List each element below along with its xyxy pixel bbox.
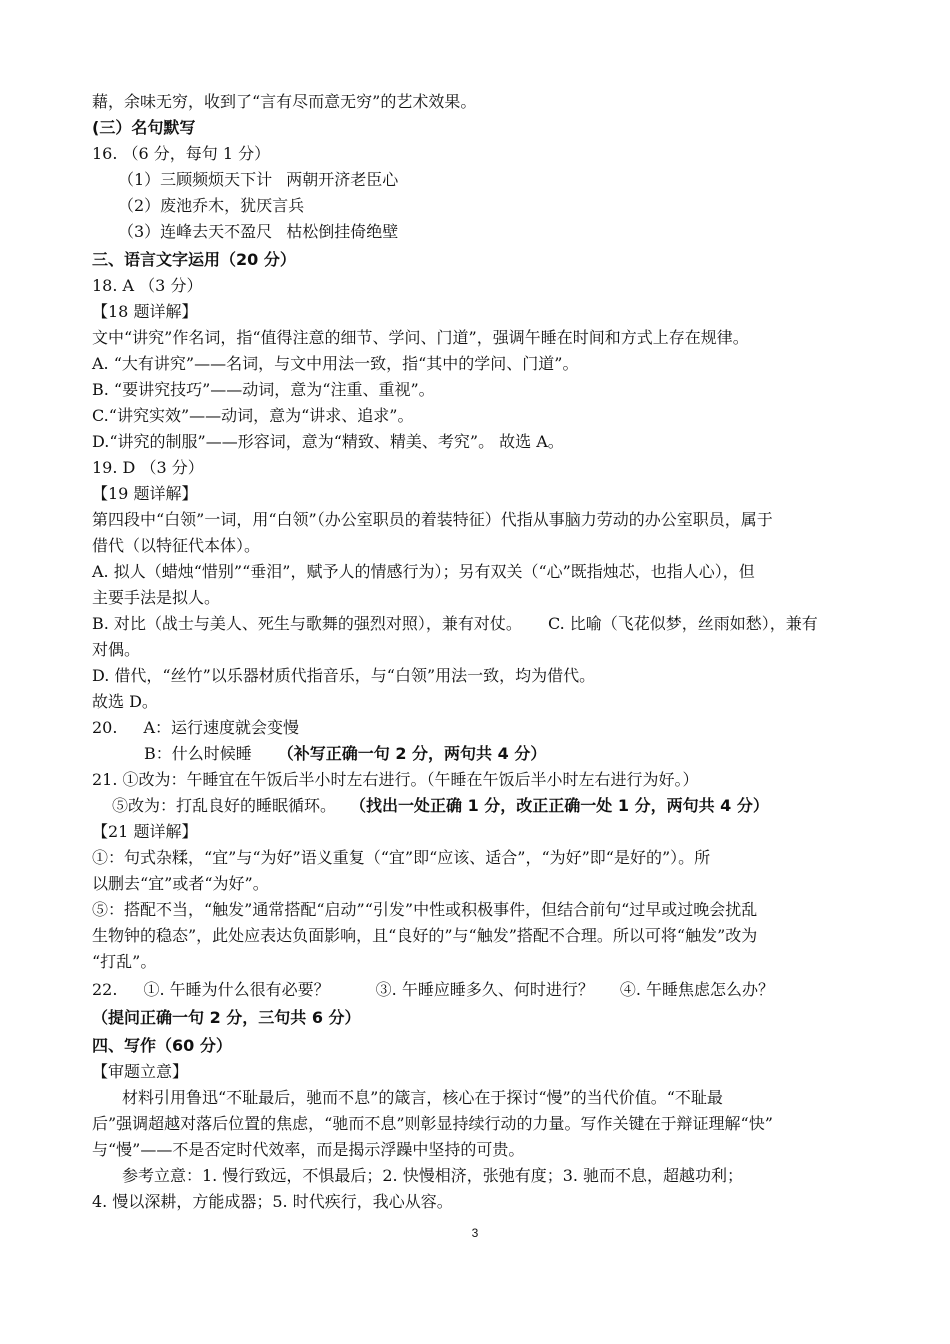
scoring-note: （提问正确一句 2 分，三句共 6 分） [92,1008,361,1027]
question-answer: 21. ①改为：午睡宜在午饭后半小时左右进行。（午睡在午饭后半小时左右进行为好。） [92,770,699,789]
text-line: B. “要讲究技巧”——动词，意为“注重、重视”。 [92,380,435,399]
text-line: 材料引用鲁迅“不耻最后，驰而不息”的箴言，核心在于探讨“慢”的当代价值。“不耻最 [122,1088,723,1107]
text-part: C. 比喻（飞花似梦，丝雨如愁），兼有 [547,614,818,633]
text-line: D.“讲究的制服”——形容词，意为“精致、精美、考究”。 故选 A。 [92,432,564,451]
answer-part: B：什么时候睡 [144,744,252,763]
explanation-heading: 【19 题详解】 [92,484,198,503]
answer-line [118,170,870,190]
answer-line: （2）废池乔木，犹厌言兵 [118,196,305,215]
text-part: B. 对比（战士与美人、死生与歌舞的强烈对照），兼有对仗。 [92,614,522,633]
text-line: 4. 慢以深耕，方能成器；5. 时代疾行，我心从容。 [92,1192,453,1211]
text-line: 生物钟的稳态”，此处应表达负面影响，且“良好的”与“触发”搭配不合理。所以可将“触发”改为 [92,926,758,945]
answer-part: 两朝开济老臣心 [286,170,399,189]
question-answer [92,718,870,738]
section-heading: 三、语言文字运用（20 分） [92,250,296,269]
answer-line [144,744,870,764]
question-answer: 18. A （3 分） [92,276,203,295]
question-header: 16. （6 分，每句 1 分） [92,144,271,163]
text-line: ⑤：搭配不当，“触发”通常搭配“启动”“引发”中性或积极事件，但结合前句“过早或过晚会扰乱 [92,900,758,919]
text-line: A. 拟人（蜡烛“惜别”“垂泪”，赋予人的情感行为）；另有双关（“心”既指烛芯，也指人心），但 [92,562,755,581]
text-line: 主要手法是拟人。 [92,588,221,607]
answer-line [112,796,870,816]
text-line: 参考立意：1. 慢行致远，不惧最后；2. 快慢相济，张弛有度；3. 驰而不息，超越功利； [122,1166,744,1185]
section-heading: (三）名句默写 [92,118,196,137]
question-number: 22. [92,980,118,999]
text-line: 对偶。 [92,640,141,659]
explanation-heading: 【21 题详解】 [92,822,198,841]
text-line: 与“慢”——不是否定时代效率，而是揭示浮躁中坚持的可贵。 [92,1140,525,1159]
answer-line [118,222,870,242]
explanation-heading: 【审题立意】 [92,1062,189,1081]
section-heading: 四、写作（60 分） [92,1036,232,1055]
question-number: 20. [92,718,118,737]
page-number: 3 [471,1226,479,1240]
scoring-note: （补写正确一句 2 分，两句共 4 分） [277,744,547,763]
text-line: C.“讲究实效”——动词，意为“讲求、追求”。 [92,406,414,425]
answer-part: A：运行速度就会变慢 [143,718,300,737]
text-line: 第四段中“白领”一词，用“白领”（办公室职员的着装特征）代指从事脑力劳动的办公室职员，属于 [92,510,773,529]
text-line: 以删去“宜”或者“为好”。 [92,874,269,893]
text-line: “打乱”。 [92,952,157,971]
text-line: 藉，余味无穷，收到了“言有尽而意无穷”的艺术效果。 [92,92,477,111]
text-line: 后”强调超越对落后位置的焦虑，“驰而不息”则彰显持续行动的力量。写作关键在于辩证理解“快” [92,1114,773,1133]
text-line: 借代（以特征代本体）。 [92,536,261,555]
text-line: 文中“讲究”作名词，指“值得注意的细节、学问、门道”，强调午睡在时间和方式上存在规律。 [92,328,749,347]
question-answer: 19. D （3 分） [92,458,204,477]
text-line [92,614,870,634]
text-line: 故选 D。 [92,692,158,711]
answer-part: ③. 午睡应睡多久、何时进行？ [375,980,594,999]
question-answer [92,980,870,1000]
answer-part: ⑤改为：打乱良好的睡眠循环。 [112,796,337,815]
answer-part: ④. 午睡焦虑怎么办？ [619,980,775,999]
scoring-note: （找出一处正确 1 分，改正正确一处 1 分，两句共 4 分） [350,796,769,815]
text-line: A. “大有讲究”——名词，与文中用法一致，指“其中的学问、门道”。 [92,354,579,373]
answer-part: （1）三顾频烦天下计 [118,170,273,189]
answer-part: ①. 午睡为什么很有必要？ [143,980,330,999]
text-line: D. 借代，“丝竹”以乐器材质代指音乐，与“白领”用法一致，均为借代。 [92,666,596,685]
explanation-heading: 【18 题详解】 [92,302,198,321]
answer-part: （3）连峰去天不盈尺 [118,222,273,241]
answer-part: 枯松倒挂倚绝壁 [286,222,399,241]
text-line: ①：句式杂糅，“宜”与“为好”语义重复（“宜”即“应该、适合”，“为好”即“是好的”）。所 [92,848,711,867]
